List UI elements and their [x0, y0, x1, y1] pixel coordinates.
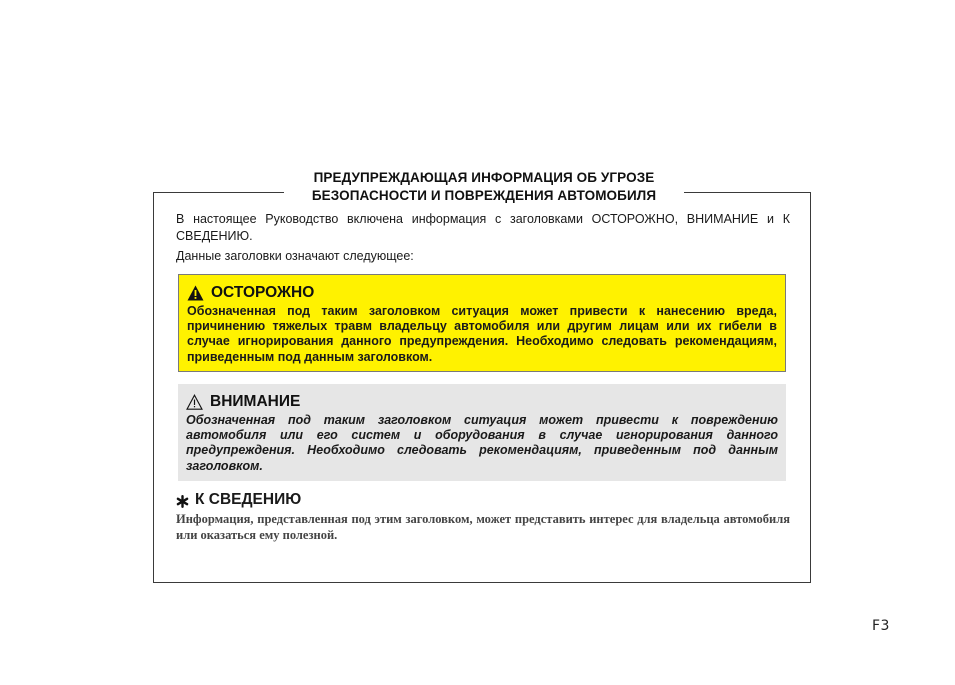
heading-line-2: БЕЗОПАСНОСТИ И ПОВРЕЖДЕНИЯ АВТОМОБИЛЯ	[311, 188, 657, 203]
caution-title: ОСТОРОЖНО	[211, 284, 315, 301]
warning-triangle-outline-icon	[186, 394, 203, 410]
attention-text: Обозначенная под таким заголовком ситуация может привести к повреждению автомобиля или его систем и оборудования в случае игнорирования данного предупреждения. Необходимо следовать рекомендациям, приведенным под данным заголовком.	[186, 413, 778, 473]
attention-box	[178, 384, 786, 481]
attention-title: ВНИМАНИЕ	[210, 393, 301, 410]
attention-title-row	[186, 392, 778, 412]
asterisk-icon	[176, 494, 189, 507]
section-heading	[284, 169, 684, 205]
caution-title-row	[187, 283, 777, 303]
note-section	[176, 490, 790, 543]
intro-paragraph: В настоящее Руководство включена информация с заголовками ОСТОРОЖНО, ВНИМАНИЕ и К СВЕДЕНИЮ.	[176, 212, 790, 243]
page-number: F3	[872, 618, 890, 634]
note-title-row	[176, 490, 790, 510]
heading-line-1: ПРЕДУПРЕЖДАЮЩАЯ ИНФОРМАЦИЯ ОБ УГРОЗЕ	[313, 170, 655, 185]
intro-paragraph-2: Данные заголовки означают следующее:	[176, 249, 414, 263]
note-text: Информация, представленная под этим заголовком, может представить интерес для владельца автомобиля или оказаться ему полезной.	[176, 512, 790, 542]
note-title: К СВЕДЕНИЮ	[195, 491, 302, 508]
warning-triangle-filled-icon	[187, 285, 204, 301]
caution-text: Обозначенная под таким заголовком ситуация может привести к нанесению вреда, причинению тяжелых травм владельцу автомобиля или другим лицам или их гибели в случае игнорирования данного предупреждения. Необходимо следовать рекомендациям, приведенным под данным заголовком.	[187, 304, 777, 364]
caution-box	[178, 274, 786, 372]
